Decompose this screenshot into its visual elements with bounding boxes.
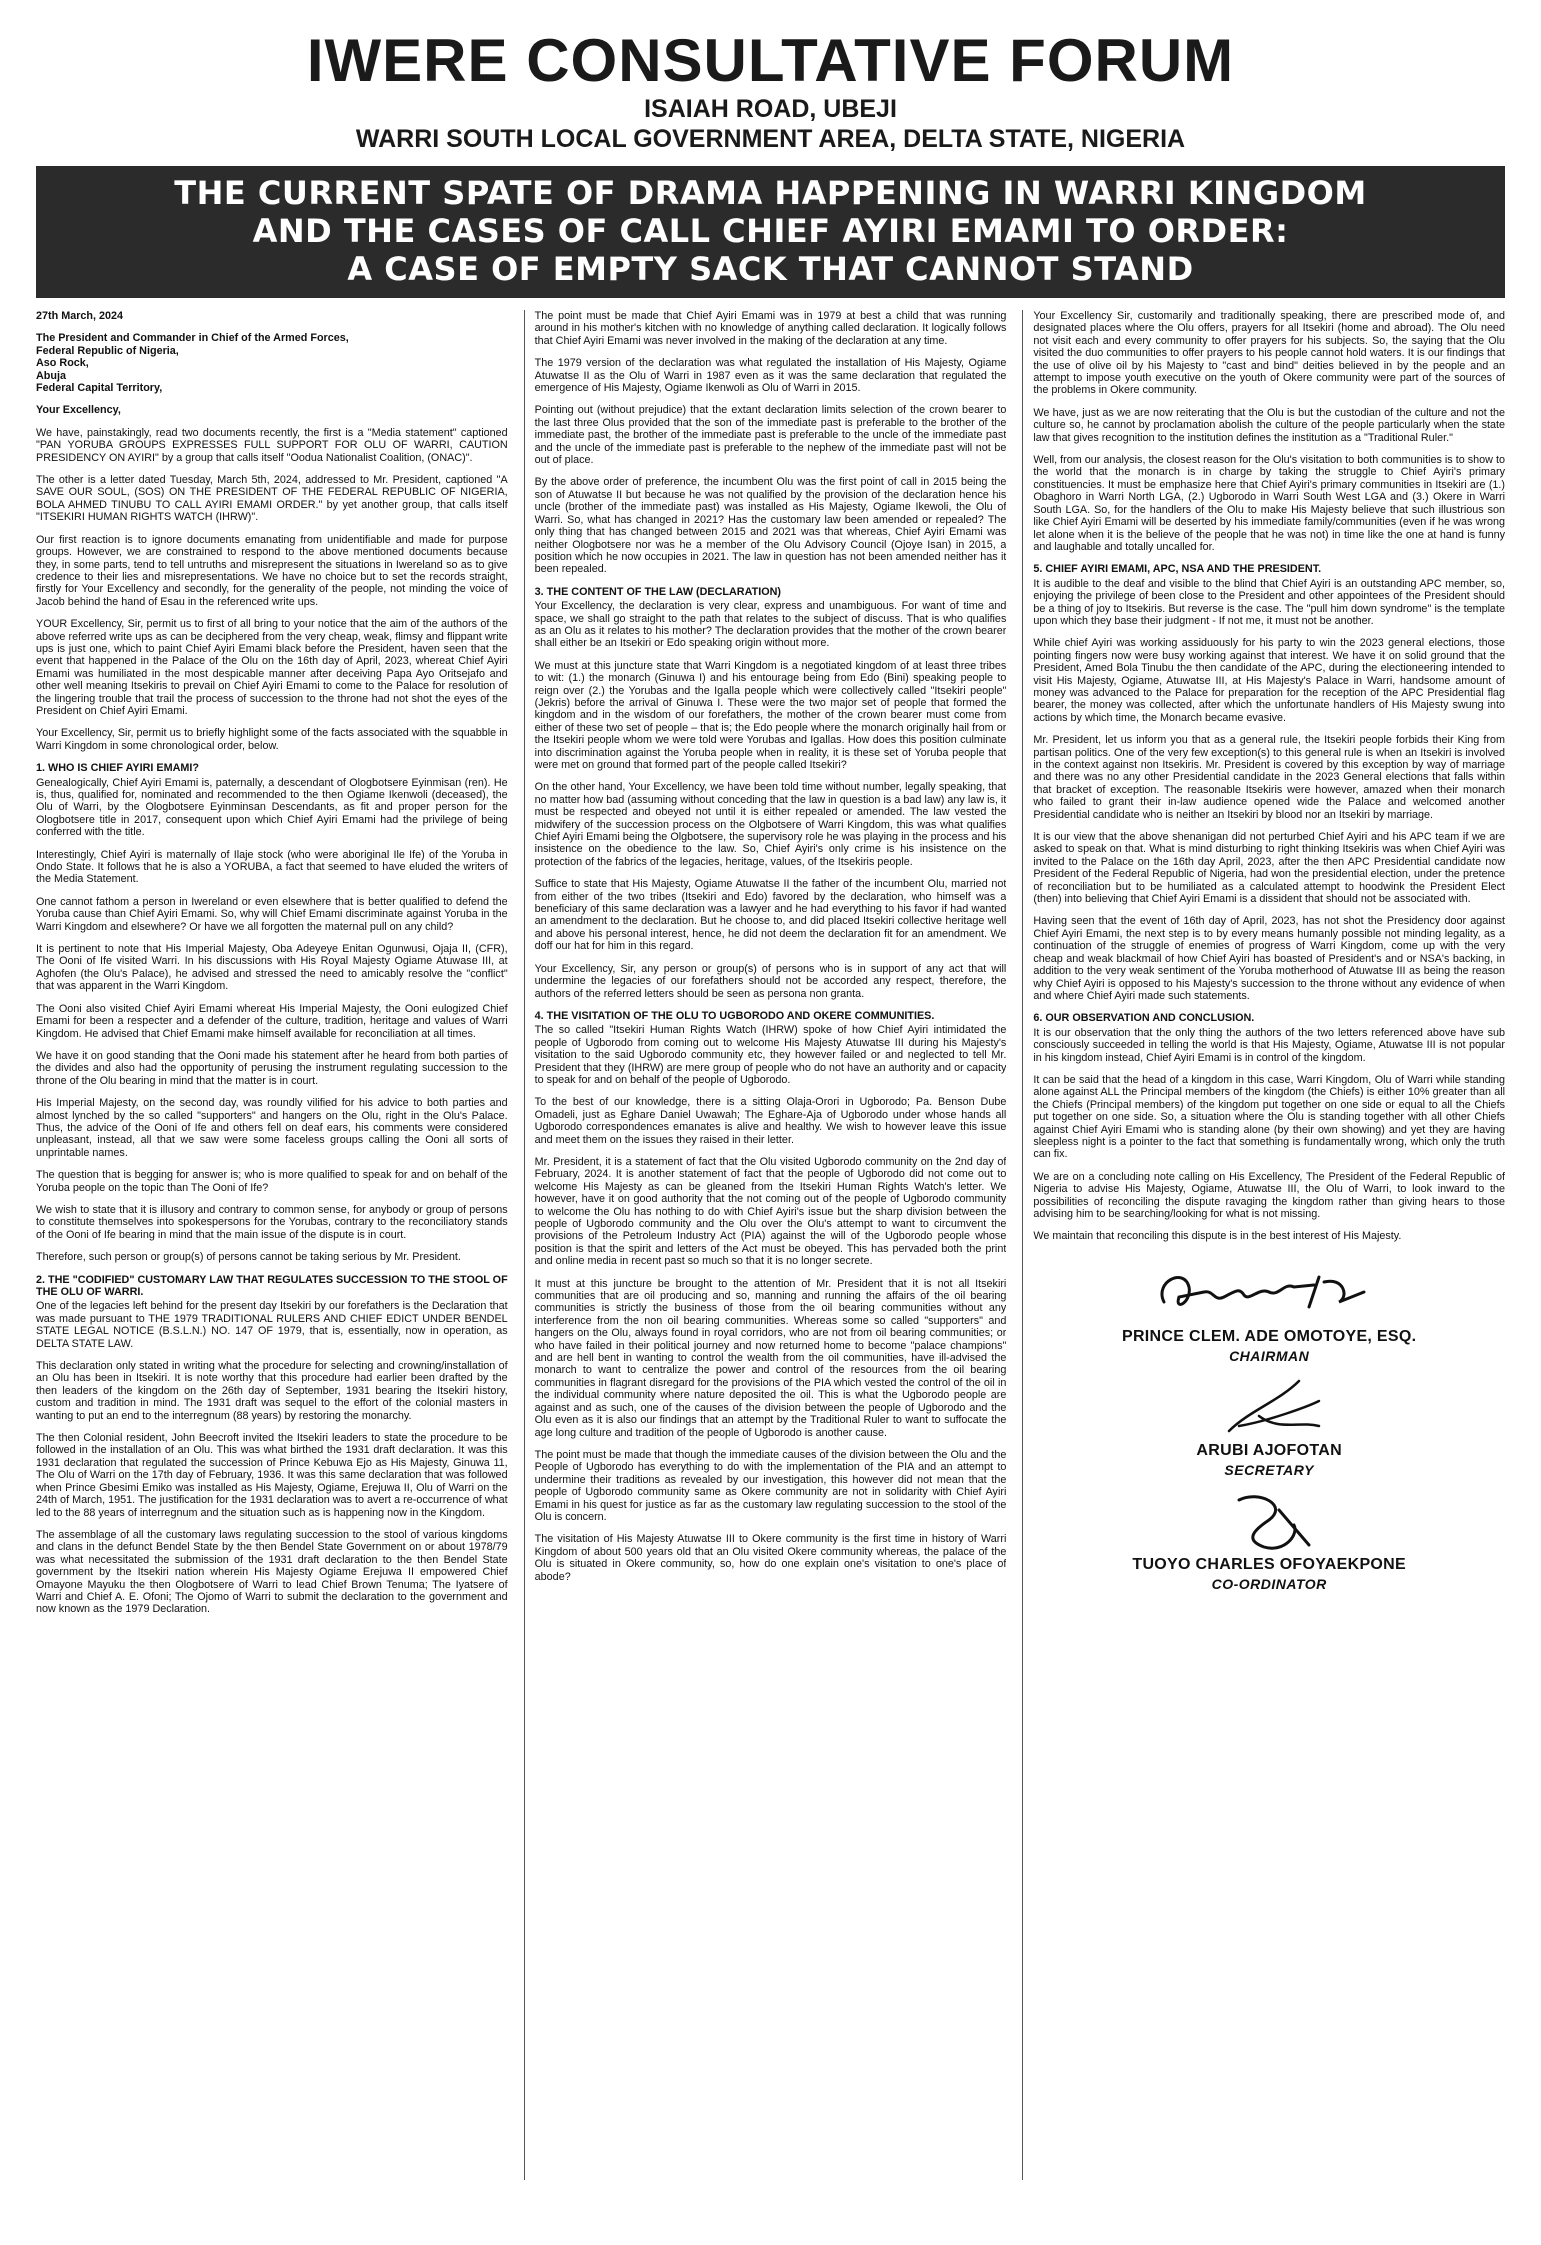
address-line-2: WARRI SOUTH LOCAL GOVERNMENT AREA, DELTA STATE, NIGERIA	[355, 125, 1186, 153]
paragraph: Your Excellency, Sir, permit us to briefly highlight some of the facts associated with the squabble in Warri Kingdom in some chronological order, below.	[36, 727, 508, 752]
paragraph: To the best of our knowledge, there is a sitting Olaja-Orori in Ugborodo; Pa. Benson Dube Omadeli, just as Eghare Daniel Uwawah; The Eghare-Aja of Ugborodo under whose hands all Ugborodo correspondences emanates is alive and healthy. We wish to however leave this issue and meet them on the issues they raised in their letter.	[534, 1096, 1007, 1146]
addressee-line: The President and Commander in Chief of the Armed Forces,	[36, 332, 349, 345]
paragraph: Your Excellency, the declaration is very clear, express and unambiguous. For want of time and space, we shall go straight to the path that relates to the subject of discuss. That is who qualifies as an Olu as it relates to his mother? The declaration provides that the mother of the crown bearer shall either be an Itsekiri or Edo speaking origin without more.	[534, 600, 1007, 650]
signature-chairman	[1144, 1257, 1394, 1327]
signatory-title: CO-ORDINATOR	[1211, 1575, 1327, 1592]
section-heading: 6. OUR OBSERVATION AND CONCLUSION.	[1033, 1012, 1255, 1025]
paragraph: We wish to state that it is illusory and contrary to common sense, for anybody or group of persons to constitute themselves into spokespersons for the Yorubas, contrary to the reconciliatory stands of the Ooni of Ife bearing in mind that the main issue of the dispute is in court.	[36, 1203, 508, 1241]
paragraph: Interestingly, Chief Ayiri is maternally of Ilaje stock (who were aboriginal Ile Ife) of the Yoruba in Ondo State. It follows that he is also a YORUBA, a fact that seemed to have eluded the writers of the Media Statement.	[36, 848, 508, 886]
addressee-line: Abuja	[36, 369, 66, 382]
signature-coordinator	[1169, 1485, 1369, 1555]
paragraph: One of the legacies left behind for the present day Itsekiri by our forefathers is the Declaration that was made pursuant to THE 1979 TRADITIONAL RULERS AND CHIEF EDICT UNDER BENDEL STATE LEGAL NOTICE (B.S.L.N.) NO. 147 OF 1979, that is, essentially, now in operation, as DELTA STATE LAW.	[36, 1300, 508, 1350]
paragraph: The point must be made that Chief Ayiri Emami was in 1979 at best a child that was running around in his mother's kitchen with no knowledge of anything called declaration. It logically follows that Chief Ayiri Emami was never involved in the making of the declaration at any time.	[534, 310, 1007, 347]
signatory-title: CHAIRMAN	[1229, 1347, 1310, 1364]
paragraph: While chief Ayiri was working assiduously for his party to win the 2023 general elections, those pointing fingers now were busy working against that interest. We have it on solid ground that the President, Amed Bola Tinubu the then candidate of the APC, during the electioneering intended to visit His Majesty, Ogiame, Atuwatse III, at His Majesty's Palace in Warri, handsome amount of money was advanced to the Palace for preparation for the reception of the APC Presidential flag bearer, the money was collected, after which the unfortunate handlers of His Majesty swung into actions by which time, the Monarch became evasive.	[1033, 637, 1506, 724]
signature-secretary	[1169, 1371, 1369, 1441]
paragraph: We are on a concluding note calling on His Excellency, The President of the Federal Republic of Nigeria to advise His Majesty, Ogiame, Atuwatse III, the Olu of Warri, to look inward to the possibilities of reconciling the dispute ravaging the kingdom rather than giving hears to those advising him to be searching/looking for what is not missing.	[1033, 1170, 1506, 1220]
paragraph: The assemblage of all the customary laws regulating succession to the stool of various kingdoms and clans in the defunct Bendel State by the then Bendel State Government on or about 1978/79 was what necessitated the submission of the 1931 draft declaration to the then Bendel State government by the Itsekiri nation wherein His Majesty Ogiame Erejuwa II empowered Chief Omayone Mayuku the then Ologbotsere of Warri to lead Chief Brown Tenuma; The Iyatsere of Warri and Chief A. E. Ofoni; The Ojomo of Warri to submit the declaration to the government and now known as the 1979 Declaration.	[36, 1528, 508, 1616]
paragraph: We have, just as we are now reiterating that the Olu is but the custodian of the culture and not the culture so, he cannot by proclamation abolish the culture of the people particularly when the state law that gives recognition to the institution defines the institution as a "Traditional Ruler."	[1033, 406, 1506, 444]
paragraph: By the above order of preference, the incumbent Olu was the first point of call in 2015 being the son of Atuwatse II but because he was not qualified by the provision of the declaration hence his uncle (brother of the immediate past) was installed as His Majesty, Ogiame Ikewoli, the Olu of Warri. So, what has changed in 2021? Has the customary law been amended or repealed? The only thing that has changed between 2015 and 2021 was that whereas, Chief Ayiri Emami was neither Ologbotsere nor was he a member of the Olu Advisory Council (Ojoye Isan) in 2015, a position which he now occupies in 2021. The law in question has not been amended neither has it been repealed.	[534, 476, 1007, 576]
signatory-name: PRINCE CLEM. ADE OMOTOYE, ESQ.	[1121, 1327, 1417, 1345]
paragraph: The point must be made that though the immediate causes of the division between the Olu and the People of Ugborodo has everything to do with the implementation of the PIA and an attempt to undermine their traditions as revealed by our investigation, this however did not mean that the people of Ugborodo community same as Okere community are not in solidarity with Chief Ayiri Emami in his quest for justice as far as the customary law regulating succession to the stool of the Olu is concern.	[534, 1448, 1007, 1523]
column-1	[36, 310, 508, 2180]
paragraph: On the other hand, Your Excellency, we have been told time without number, legally speaking, that no matter how bad (assuming without conceding that the law in question is a bad law) any law is, it must be respected and obeyed not until it is either repealed or amended. The law vested the midwifery of the succession process on the Olgbotsere of Warri Kingdom, this was what qualifies Chief Ayiri Emami being the Olgbotsere, the supervisory role he was playing in the process and his insistence on the obedience to the law. So, Chief Ayiri's only crime is his insistence on the protection of the fabrics of the legacies, heritage, values, of the Itsekiris people.	[534, 781, 1007, 868]
section-heading: 5. CHIEF AYIRI EMAMI, APC, NSA AND THE PRESIDENT.	[1033, 563, 1322, 576]
paragraph: Pointing out (without prejudice) that the extant declaration limits selection of the crown bearer to the last three Olus provided that the son of the immediate past is preferable to the brother of the immediate past, the brother of the immediate past is preferable to the uncle of the immediate past and the uncle of the immediate past is preferable to the nephew of the immediate past will not be out of place.	[534, 404, 1007, 467]
paragraph: We have, painstakingly, read two documents recently, the first is a "Media statement" captioned "PAN YORUBA GROUPS EXPRESSES FULL SUPPORT FOR OLU OF WARRI, CAUTION PRESIDENCY ON AYIRI" by a group that calls itself "Oodua Nationalist Coalition, (ONAC)".	[36, 426, 508, 464]
salutation: Your Excellency,	[36, 404, 121, 417]
paragraph: Having seen that the event of 16th day of April, 2023, has not shot the Presidency door against Chief Ayiri Emami, the next step is to by every means humanly possible not minding legality, as a continuation of the struggle of enemies of progress of Warri Kingdom, come up with the very cheap and weak blackmail of how Chief Ayiri has boasted of President's and or NSA's backing, in addition to the very weak sentiment of the Yoruba motherhood of Atuwatse III as being the reason why Chief Ayiri is opposed to his Majesty's succession to the throne without any evidence of when and where Chief Ayiri made such statements.	[1033, 915, 1506, 1002]
paragraph: Mr. President, let us inform you that as a general rule, the Itsekiri people forbids their King from partisan politics. One of the very few exception(s) to this general rule is when an Itsekiri is involved in the context against non Itsekiris. Mr. President is covered by this exception by way of marriage and there was no any other Presidential candidate in the 2023 General elections that falls within that bracket of exception. The reasonable Itsekiris were however, amazed when their monarch who failed to grant their in-law audience opened wide the Palace and welcomed another Presidential candidate who is neither an Itsekiri by blood nor an Itsekiri by marriage.	[1033, 734, 1506, 821]
letter-date: 27th March, 2024	[36, 310, 124, 322]
signature-block	[1033, 1257, 1505, 1593]
paragraph: It is audible to the deaf and visible to the blind that Chief Ayiri is an outstanding APC member, so, enjoying the privilege of been close to the President and other appointees of the President should be a thing of joy to Itsekiris. But reverse is the case. The "pull him down syndrome" is the template upon which they base their judgment - If not me, it must not be another.	[1033, 577, 1506, 627]
column-2	[524, 310, 1007, 2180]
section-heading: 2. THE "CODIFIED" CUSTOMARY LAW THAT REGULATES SUCCESSION TO THE STOOL OF THE OLU OF WARRI.	[36, 1273, 508, 1298]
section-heading: 3. THE CONTENT OF THE LAW (DECLARATION)	[534, 585, 781, 598]
signatory-name: TUOYO CHARLES OFOYAEKPONE	[1132, 1555, 1406, 1573]
body-columns	[36, 310, 1505, 2180]
headline-line-2: AND THE CASES OF CALL CHIEF AYIRI EMAMI TO ORDER:	[252, 212, 1289, 250]
headline-line-1: THE CURRENT SPATE OF DRAMA HAPPENING IN WARRI KINGDOM	[174, 174, 1367, 212]
paragraph: Therefore, such person or group(s) of persons cannot be taking serious by Mr. President.	[36, 1251, 461, 1264]
paragraph: The so called "Itsekiri Human Rights Watch (IHRW) spoke of how Chief Ayiri intimidated the people of Ugborodo from coming out to welcome His Majesty Atuwatse III during his Majesty's visitation to the said Ugborodo community etc, they however failed or and neglected to tell Mr. President that they (IHRW) are mere group of people who do not have an authority and or capacity to speak for and on behalf of the people of Ugborodo.	[534, 1024, 1007, 1086]
paragraph: His Imperial Majesty, on the second day, was roundly vilified for his advice to both parties and almost lynched by the so called "supporters" and hangers on the Olu, right in the Olu's Palace. Thus, the advice of the Ooni of Ife and others fell on deaf ears, his comments were considered unpleasant, instead, all that we saw were some faceless groups calling the Ooni all sorts of unprintable names.	[36, 1097, 508, 1159]
paragraph: We maintain that reconciling this dispute is in the best interest of His Majesty.	[1033, 1230, 1402, 1243]
paragraph: We have it on good standing that the Ooni made his statement after he heard from both parties of the divides and also had the opportunity of perusing the instrument regulating succession to the throne of the Olu bearing in mind that the matter is in court.	[36, 1049, 508, 1087]
paragraph: Well, from our analysis, the closest reason for the Olu's visitation to both communities is to show to the world that the monarch is in charge by taking the struggle to Chief Ayiri's primary constituencies. It must be emphasize here that Chief Ayiri's primary communities in Itsekiri are (1.) Obaghoro in Warri North LGA, (2.) Ugborodo in Warri South West LGA and (3.) Okere in Warri South LGA. So, for the handlers of the Olu to make His Majesty believe that such illustrious son like Chief Ayiri Emami will be deserted by his immediate family/communities (even if he was wrong let alone when it is the believe of the people that he was not) in time like the one at hand is funny and laughable and totally uncalled for.	[1033, 454, 1506, 553]
headline-banner	[36, 166, 1505, 298]
paragraph: The other is a letter dated Tuesday, March 5th, 2024, addressed to Mr. President, captioned "A SAVE OUR SOUL, (SOS) ON THE PRESIDENT OF THE FEDERAL REPUBLIC OF NIGERIA, BOLA AHMED TINUBU TO CALL AYIRI EMAMI ORDER." by yet another group, that calls itself "ITSEKIRI HUMAN RIGHTS WATCH (IHRW)".	[36, 474, 508, 524]
addressee-line: Federal Republic of Nigeria,	[36, 344, 179, 357]
paragraph: Genealogically, Chief Ayiri Emami is, paternally, a descendant of Ologbotsere Eyinmisan (ren). He is, thus, qualified for, nominated and recommended to the then Ogiame Ikenwoli (deceased), the Olu of Warri, by the Ologbotsere Eyinminsan Descendants, as fit and proper person for the Ologbotsere title in 2017, consequent upon which Chief Ayiri Emami had the privilege of being conferred with the title.	[36, 776, 508, 839]
paragraph: It must at this juncture be brought to the attention of Mr. President that it is not all Itsekiri communities that are oil producing and so, manning and running the affairs of the oil bearing communities is strictly the business of those from the oil bearing communities without any interference from the non oil bearing communities. Whereas some so called "supporters" and hangers on the Olu, always found in royal corridors, who are not from oil bearing communities; or who have failed in their political journey and now returned home to become "palace champions" and are hell bent in wanting to control the wealth from the oil communities, have ill-advised the monarch to want to centralize the power and control of the resources from the oil bearing communities in flagrant disregard for the provisions of the PIA which vested the control of the oil in the individual community where nature deposited the oil. This is what the Ugborodo people are against and as such, one of the causes of the division between the people of Ugborodo and the Olu even as it is also our findings that an attempt by the Traditional Ruler to want to suffocate the age long culture and tradition of the people of Ugborodo is another cause.	[534, 1277, 1007, 1439]
paragraph: Our first reaction is to ignore documents emanating from unidentifiable and made for purpose groups. However, we are constrained to respond to the above mentioned documents because they, in some parts, tend to tell untruths and misrepresent the situations in Iwereland so as to give credence to their lies and misrepresentations. We have no choice but to set the records straight, firstly for Your Excellency and secondly, for the generality of the people, not minding the voice of Jacob behind the hand of Esau in the referenced write ups.	[36, 533, 508, 608]
address-line-1: ISAIAH ROAD, UBEJI	[644, 95, 897, 123]
paragraph: Suffice to state that His Majesty, Ogiame Atuwatse II the father of the incumbent Olu, married not from either of the two tribes (Itsekiri and Edo) favored by the declaration, who himself was a beneficiary of this same declaration was a lawyer and he had everything to his favor if had wanted an amendment to the declaration. But he choose to, and did placed Itsekiri collective heritage well and above his personal interest, hence, he did not deem the declaration fit for an amendment. We doff our hat for him in this regard.	[534, 878, 1007, 953]
paragraph: The visitation of His Majesty Atuwatse III to Okere community is the first time in history of Warri Kingdom of about 500 years old that an Olu visited Okere community whereas, the palace of the Olu is situated in Okere community, so, how do one explain one's visitation to one's place of abode?	[534, 1533, 1007, 1583]
signatory-title: SECRETARY	[1224, 1461, 1314, 1478]
organization-name: IWERE CONSULTATIVE FORUM	[306, 27, 1235, 94]
letterhead	[36, 28, 1505, 154]
paragraph: Your Excellency Sir, customarily and traditionally speaking, there are prescribed mode of, and designated places where the Olu offers, prayers for all Itsekiri (home and abroad). The Olu need not visit each and every community to offer prayers for his subjects. So, the saying that the Olu visited the duo communities to offer prayers to his people cannot hold waters. It is our findings that the use of olive oil by his Majesty to "cast and bind" deities believed in by the people and an attempt to impose youth executive on the youth of Okere community were part of the sources of the problems in Okere community.	[1033, 310, 1506, 397]
section-heading: 4. THE VISITATION OF THE OLU TO UGBORODO AND OKERE COMMUNITIES.	[534, 1009, 935, 1022]
paragraph: The 1979 version of the declaration was what regulated the installation of His Majesty, Ogiame Atuwatse II as the Olu of Warri in 1987 even as it was the same declaration that regulated the emergence of His Majesty, Ogiame Ikenwoli as Olu of Warri in 2015.	[534, 357, 1007, 395]
paragraph: This declaration only stated in writing what the procedure for selecting and crowning/installation of an Olu has been in Itsekiri. It is note worthy that this procedure had earlier been drafted by the then leaders of the kingdom on the 26th day of September, 1931 bearing the Itsekiri history, custom and tradition in mind. The 1931 draft was sequel to the effort of the colonial masters in wanting to put an end to the interregnum (88 years) by restoring the monarchy.	[36, 1360, 508, 1422]
addressee-line: Federal Capital Territory,	[36, 382, 163, 395]
paragraph: It is our view that the above shenanigan did not perturbed Chief Ayiri and his APC team if we are asked to speak on that. What is mind disturbing to right thinking Itsekiris was when Chief Ayiri was invited to the Palace on the 16th day April, 2023, after the then APC Presidential candidate now President of the Federal Republic of Nigeria, had won the presidential election, under the pretence of reconciliation but to be humiliated as a calculated attempt to hoodwink the President Elect (then) into believing that Chief Ayiri Emami is a dissident that should not be associated with.	[1033, 831, 1506, 906]
paragraph: YOUR Excellency, Sir, permit us to first of all bring to your notice that the aim of the authors of the above referred write ups as can be deciphered from the very cheap, weak, flimsy and flippant write ups is just one, which to paint Chief Ayiri Emami black before the President, haven seen that the event that happened in the Palace of the Olu on the 16th day of April, 2023, whereat Chief Ayiri Emami was humiliated in the most despicable manner after deceiving Papa Ayo Oritsejafo and other well meaning Itsekiris to prevail on Chief Ayiri Emami to come to the Palace for resolution of the lingering trouble that trail the process of succession to the throne had not shot the eyes of the President on Chief Ayiri Emami.	[36, 618, 508, 717]
paragraph: The Ooni also visited Chief Ayiri Emami whereat His Imperial Majesty, the Ooni eulogized Chief Emami for been a respecter and a defender of the culture, tradition, heritage and values of Warri Kingdom. He advised that Chief Emami make himself available for reconciliation at all times.	[36, 1002, 508, 1040]
signatory-name: ARUBI AJOFOTAN	[1196, 1441, 1342, 1459]
paragraph: Mr. President, it is a statement of fact that the Olu visited Ugborodo community on the 2nd day of February, 2024. It is another statement of fact that the people of Ugborodo did not come out to welcome His Majesty as can be gleaned from the Itsekiri Human Rights Watch's letter. We however, have it on good authority that the not coming out of the people of Ugborodo community to welcome the Olu has nothing to do with Chief Ayiri's issue but the sharp division between the people of Ugborodo community and the Olu over the Olu's attempt to want to circumvent the provisions of the Petroleum Industry Act (PIA) against the will of the Ugborodo people whose position is that the spirit and letters of the Act must be obeyed. This has pervaded both the print and online media in recent past so much so that it is no longer secrete.	[534, 1155, 1007, 1268]
paragraph: It can be said that the head of a kingdom in this case, Warri Kingdom, Olu of Warri while standing alone against ALL the Principal members of the kingdom (the Chiefs) is either 10% greater than all the Chiefs (Principal members) of the kingdom put together on one side or equal to all the Chiefs put together on one side. So, a situation where the Olu is standing together with all other Chiefs against Chief Ayiri Emami who is standing alone (by their own showing) and yet they are having sleepless night is a pointer to the fact that something is fundamentally wrong, which only the truth can fix.	[1033, 1073, 1506, 1161]
headline-line-3: A CASE OF EMPTY SACK THAT CANNOT STAND	[347, 250, 1194, 288]
paragraph: Your Excellency, Sir, any person or group(s) of persons who is in support of any act that will undermine the legacies of our forefathers should not be accorded any respect, therefore, the authors of the referred letters should be seen as persona non granta.	[534, 962, 1007, 1000]
addressee-block	[36, 332, 508, 394]
paragraph: It is pertinent to note that His Imperial Majesty, Oba Adeyeye Enitan Ogunwusi, Ojaja II, (CFR), The Ooni of Ife visited Warri. In his discussions with His Royal Majesty Ogiame Atuwase III, at Aghofen (the Olu's Palace), he advised and stressed the need to amicably resolve the "conflict" that was apparent in the Warri Kingdom.	[36, 943, 508, 993]
paragraph: One cannot fathom a person in Iwereland or even elsewhere that is better qualified to defend the Yoruba cause than Chief Ayiri Emami. So, why will Chief Emami discriminate against Yoruba in the Warri Kingdom and elsewhere? Or have we all forgotten the maternal pull on any child?	[36, 895, 508, 933]
column-3	[1022, 310, 1505, 2180]
paragraph: The question that is begging for answer is; who is more qualified to speak for and on behalf of the Yoruba people on the topic than The Ooni of Ife?	[36, 1169, 508, 1194]
addressee-line: Aso Rock,	[36, 357, 89, 370]
paragraph: The then Colonial resident, John Beecroft invited the Itsekiri leaders to state the procedure to be followed in the installation of an Olu. This was what birthed the 1931 draft declaration. It was this 1931 declaration that regulated the succession of Prince Kebuwa Ejo as His Majesty, Ginuwa 11, The Olu of Warri on the 17th day of February, 1936. It was this same declaration that was followed when Prince Gbesimi Emiko was installed as His Majesty, Ogiame, Erejuwa II, Olu of Warri on the 24th of March, 1951. The justification for the 1931 declaration was to avert a re-occurrence of what led to the 88 years of interregnum and the situation such as is happening now in the Kingdom.	[36, 1432, 508, 1519]
paragraph: It is our observation that the only thing the authors of the two letters referenced above have sub consciously succeeded in telling the world is that His Majesty, Ogiame, Atuwatse III is not popular in his kingdom instead, Chief Ayiri Emami is in control of the kingdom.	[1033, 1026, 1506, 1064]
paragraph: We must at this juncture state that Warri Kingdom is a negotiated kingdom of at least three tribes to wit: (1.) the monarch (Ginuwa I) and his entourage being from Edo (Bini) speaking people to reign over (2.) the Yorubas and the Igalla people which were collectively called "Itsekiri people" (Jekris) before the arrival of Ginuwa I. These were the two major set of people that formed the kingdom and in the wisdom of our forefathers, the mother of the crown bearer must come from either of these two set of people – that is; the Edo people where the monarch originally hail from or the Itsekiri people whom we were told were Yorubas and Igallas. How does this position culminate into discrimination against the Yoruba people when in reality, it is these set of Yoruba people that were met on ground that formed part of the people called Itsekiri?	[534, 659, 1007, 771]
section-heading: 1. WHO IS CHIEF AYIRI EMAMI?	[36, 762, 199, 775]
